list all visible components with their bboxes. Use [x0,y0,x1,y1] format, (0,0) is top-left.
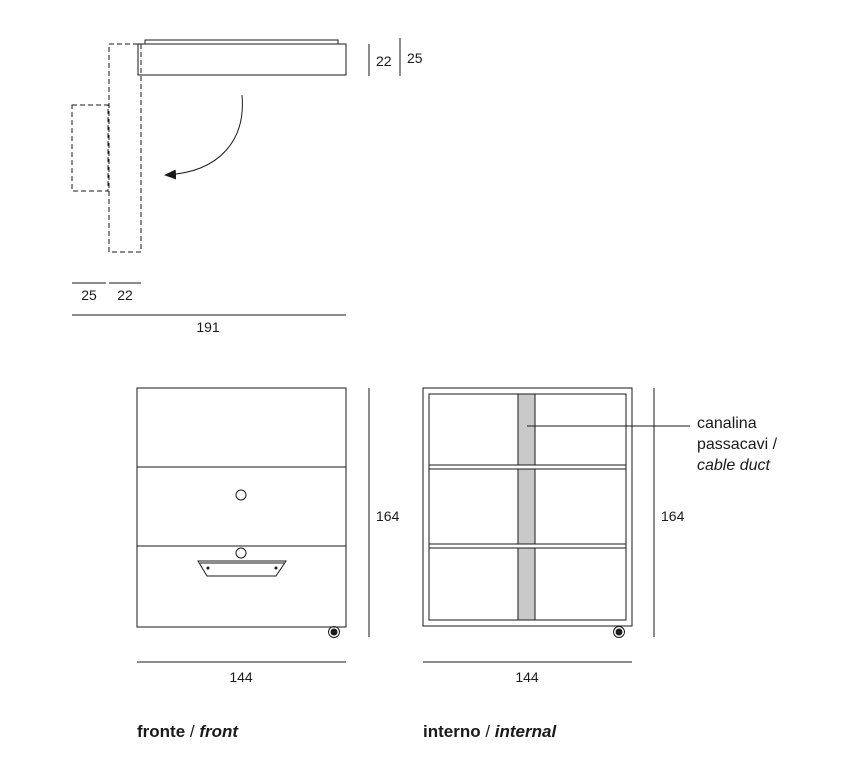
cable-duct-label-line3: cable duct [697,457,770,474]
rotation-arrow [166,95,242,175]
internal-caption-it: interno [423,722,481,741]
dim-left-a-label: 25 [81,287,97,303]
front-height-label: 164 [376,508,400,524]
caster-wheel-icon-internal [614,627,625,638]
internal-caption-sep: / [480,722,495,741]
front-caption-en: front [199,722,239,741]
handle-screw-right [275,567,277,569]
dim-depth-with-top-label: 25 [407,50,423,66]
front-caption-sep: / [185,722,200,741]
front-caption-it: fronte [137,722,186,741]
cable-duct-label-line2: passacavi / [697,436,778,453]
internal-view [423,388,690,662]
caster-wheel-icon [329,627,340,638]
front-cabinet-outline [137,388,346,627]
internal-caption [423,722,557,741]
top-swing-outline [72,105,108,191]
cable-duct-label-line1: canalina [697,415,757,432]
plan-view [72,38,400,315]
dim-left-b-label: 22 [117,287,133,303]
front-caption [137,722,239,741]
cable-duct [518,394,535,620]
internal-height-label: 164 [661,508,685,524]
dim-total-width-label: 191 [196,319,220,335]
handle-screw-left [207,567,209,569]
internal-shelf-1 [429,465,626,469]
lock-icon-lower [236,548,246,558]
internal-shelf-2 [429,544,626,548]
dim-depth-label: 22 [376,53,392,69]
cabinet-top-plan [145,40,338,44]
front-view [137,388,369,662]
cabinet-body-plan [138,44,346,75]
front-width-label: 144 [229,669,253,685]
internal-width-label: 144 [515,669,539,685]
door-open-outline [109,44,141,252]
internal-caption-en: internal [494,722,557,741]
lock-icon [236,490,246,500]
